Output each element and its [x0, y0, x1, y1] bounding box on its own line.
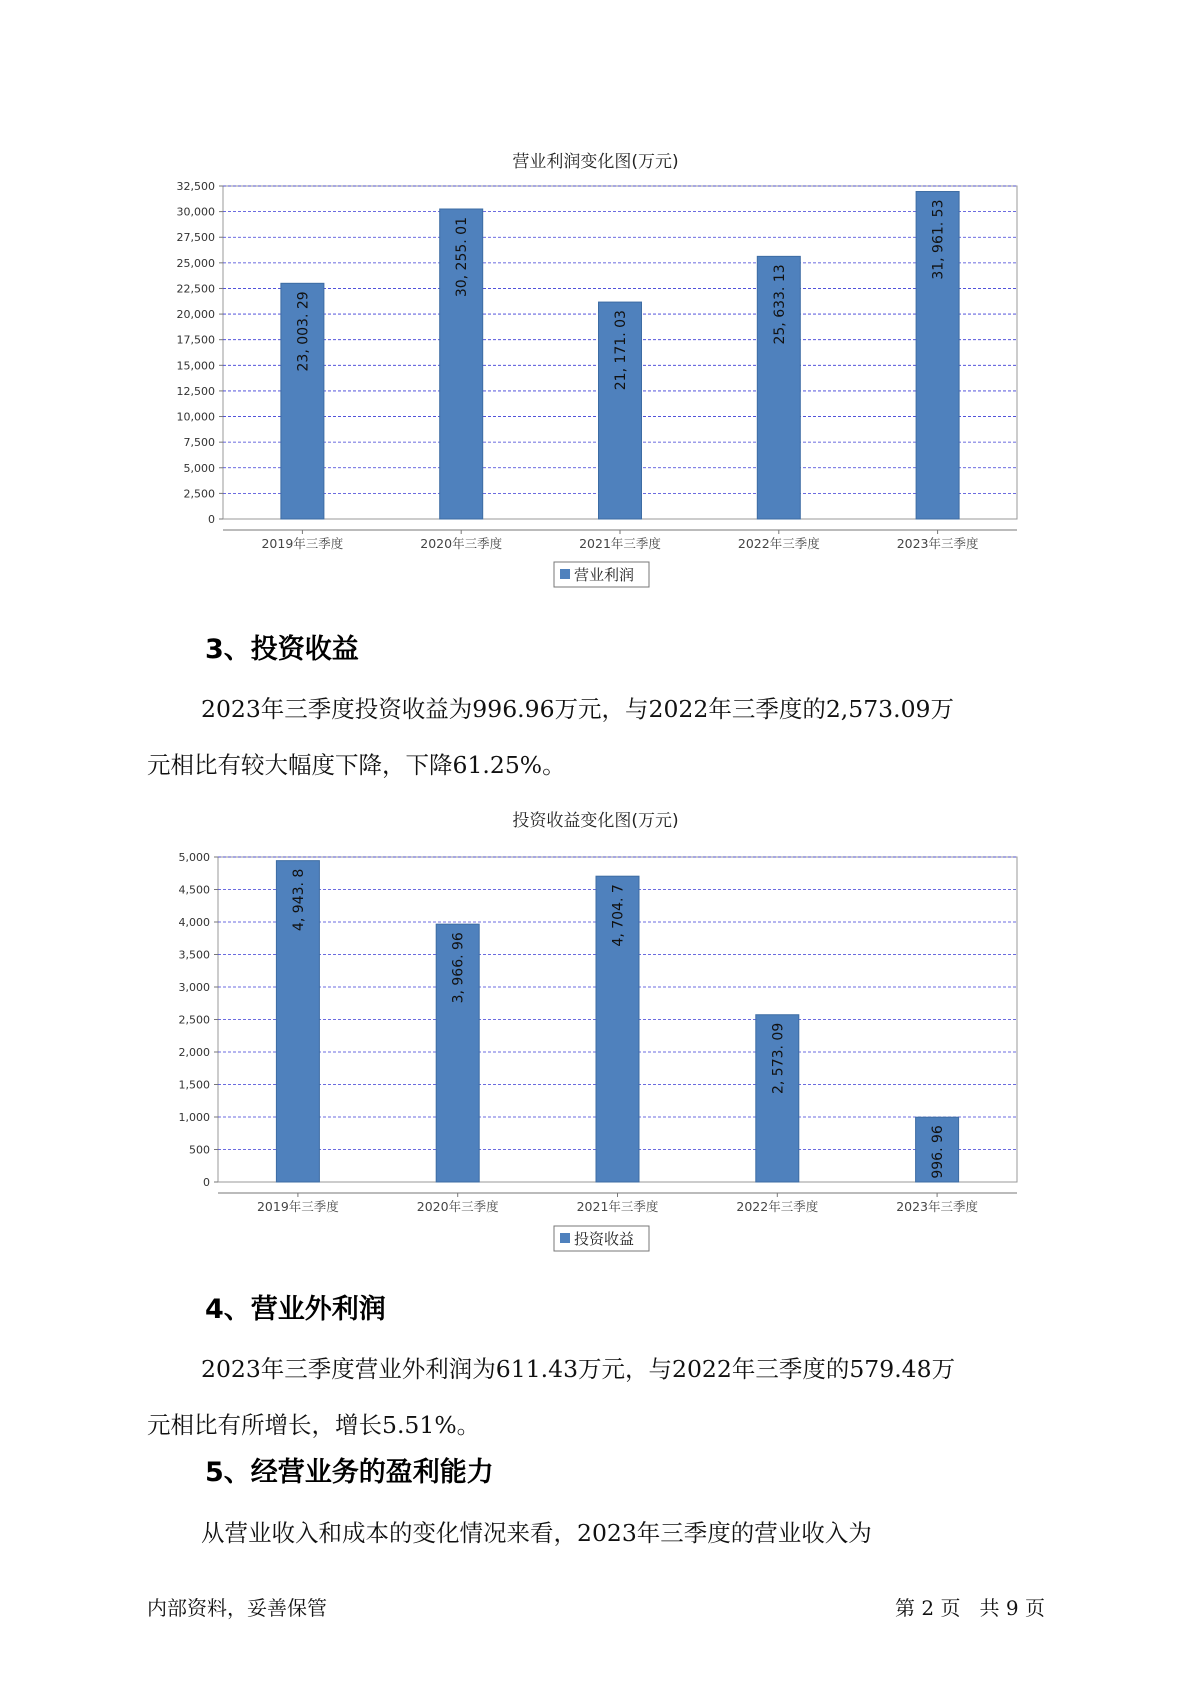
y-tick-label: 27,500	[176, 231, 215, 245]
data-label-3: 25, 633. 13	[771, 264, 788, 345]
y-tick-label: 2,000	[178, 1046, 210, 1059]
section-4-line-1: 2023年三季度营业外利润为611.43万元，与2022年三季度的579.48万	[201, 1355, 956, 1383]
footer-left: 内部资料，妥善保管	[147, 1596, 327, 1620]
x-tick-label: 2019年三季度	[261, 536, 344, 551]
x-tick-label: 2021年三季度	[579, 536, 661, 551]
y-tick-label: 3,000	[178, 981, 210, 994]
y-tick-label: 15,000	[176, 359, 215, 373]
section-3-line-2: 元相比有较大幅度下降，下降61.25%。	[147, 751, 566, 779]
data-label-1: 30, 255. 01	[454, 217, 471, 298]
y-tick-label: 2,500	[178, 1013, 210, 1027]
data-label-2: 21, 171. 03	[613, 310, 629, 391]
data-label-0: 4, 943. 8	[290, 868, 307, 931]
y-tick-label: 1,500	[178, 1078, 210, 1092]
y-tick-label: 22,500	[176, 282, 215, 296]
y-tick-label: 5,000	[183, 461, 215, 475]
data-label-3: 2, 573. 09	[770, 1022, 787, 1094]
y-tick-label: 500	[189, 1143, 210, 1157]
chart-title-investment-income: 投资收益变化图(万元)	[512, 811, 679, 831]
section-3-heading: 3、投资收益	[205, 634, 359, 665]
data-label-1: 3, 966. 96	[450, 932, 467, 1004]
section-4-heading: 4、营业外利润	[205, 1294, 386, 1325]
legend-swatch	[560, 1233, 570, 1243]
x-tick-label: 2021年三季度	[576, 1199, 659, 1214]
y-tick-label: 25,000	[176, 256, 215, 270]
data-label-4: 31, 961. 53	[930, 199, 947, 280]
y-tick-label: 7,500	[183, 436, 215, 450]
y-tick-label: 12,500	[176, 384, 215, 398]
y-tick-label: 20,000	[176, 308, 215, 322]
y-tick-label: 4,500	[178, 883, 210, 897]
x-tick-label: 2022年三季度	[736, 1199, 819, 1214]
y-tick-label: 4,000	[178, 916, 210, 929]
x-tick-label: 2020年三季度	[416, 1199, 499, 1214]
x-tick-label: 2019年三季度	[256, 1199, 339, 1214]
data-label-4: 996. 96	[930, 1125, 947, 1179]
section-4-line-2: 元相比有所增长，增长5.51%。	[147, 1411, 481, 1439]
y-tick-label: 2,500	[183, 487, 215, 501]
footer-page-number: 第 2 页 共 9 页	[895, 1596, 1045, 1620]
data-label-2: 4, 704. 7	[610, 884, 627, 947]
chart-title-operating-profit: 营业利润变化图(万元)	[512, 152, 679, 172]
legend-label: 投资收益	[574, 1230, 635, 1248]
x-tick-label: 2022年三季度	[737, 536, 820, 551]
x-tick-label: 2020年三季度	[420, 536, 503, 551]
y-tick-label: 0	[203, 1176, 210, 1189]
y-tick-label: 10,000	[176, 410, 215, 424]
legend-label: 营业利润	[574, 566, 635, 584]
section-5-paragraph	[147, 1505, 1047, 1561]
y-tick-label: 3,500	[178, 948, 210, 962]
section-3-line-1: 2023年三季度投资收益为996.96万元，与2022年三季度的2,573.09万	[201, 695, 954, 723]
section-4-paragraph	[147, 1341, 1047, 1453]
y-tick-label: 30,000	[176, 205, 215, 219]
y-tick-label: 5,000	[178, 851, 210, 864]
x-tick-label: 2023年三季度	[896, 536, 979, 551]
section-5-heading: 5、经营业务的盈利能力	[205, 1457, 494, 1488]
section-5-line-1: 从营业收入和成本的变化情况来看，2023年三季度的营业收入为	[201, 1519, 872, 1547]
y-tick-label: 17,500	[176, 333, 215, 347]
y-tick-label: 1,000	[178, 1111, 210, 1124]
x-tick-label: 2023年三季度	[896, 1199, 979, 1214]
y-tick-label: 32,500	[176, 180, 215, 193]
data-label-0: 23, 003. 29	[295, 291, 312, 372]
y-tick-label: 0	[208, 513, 215, 526]
